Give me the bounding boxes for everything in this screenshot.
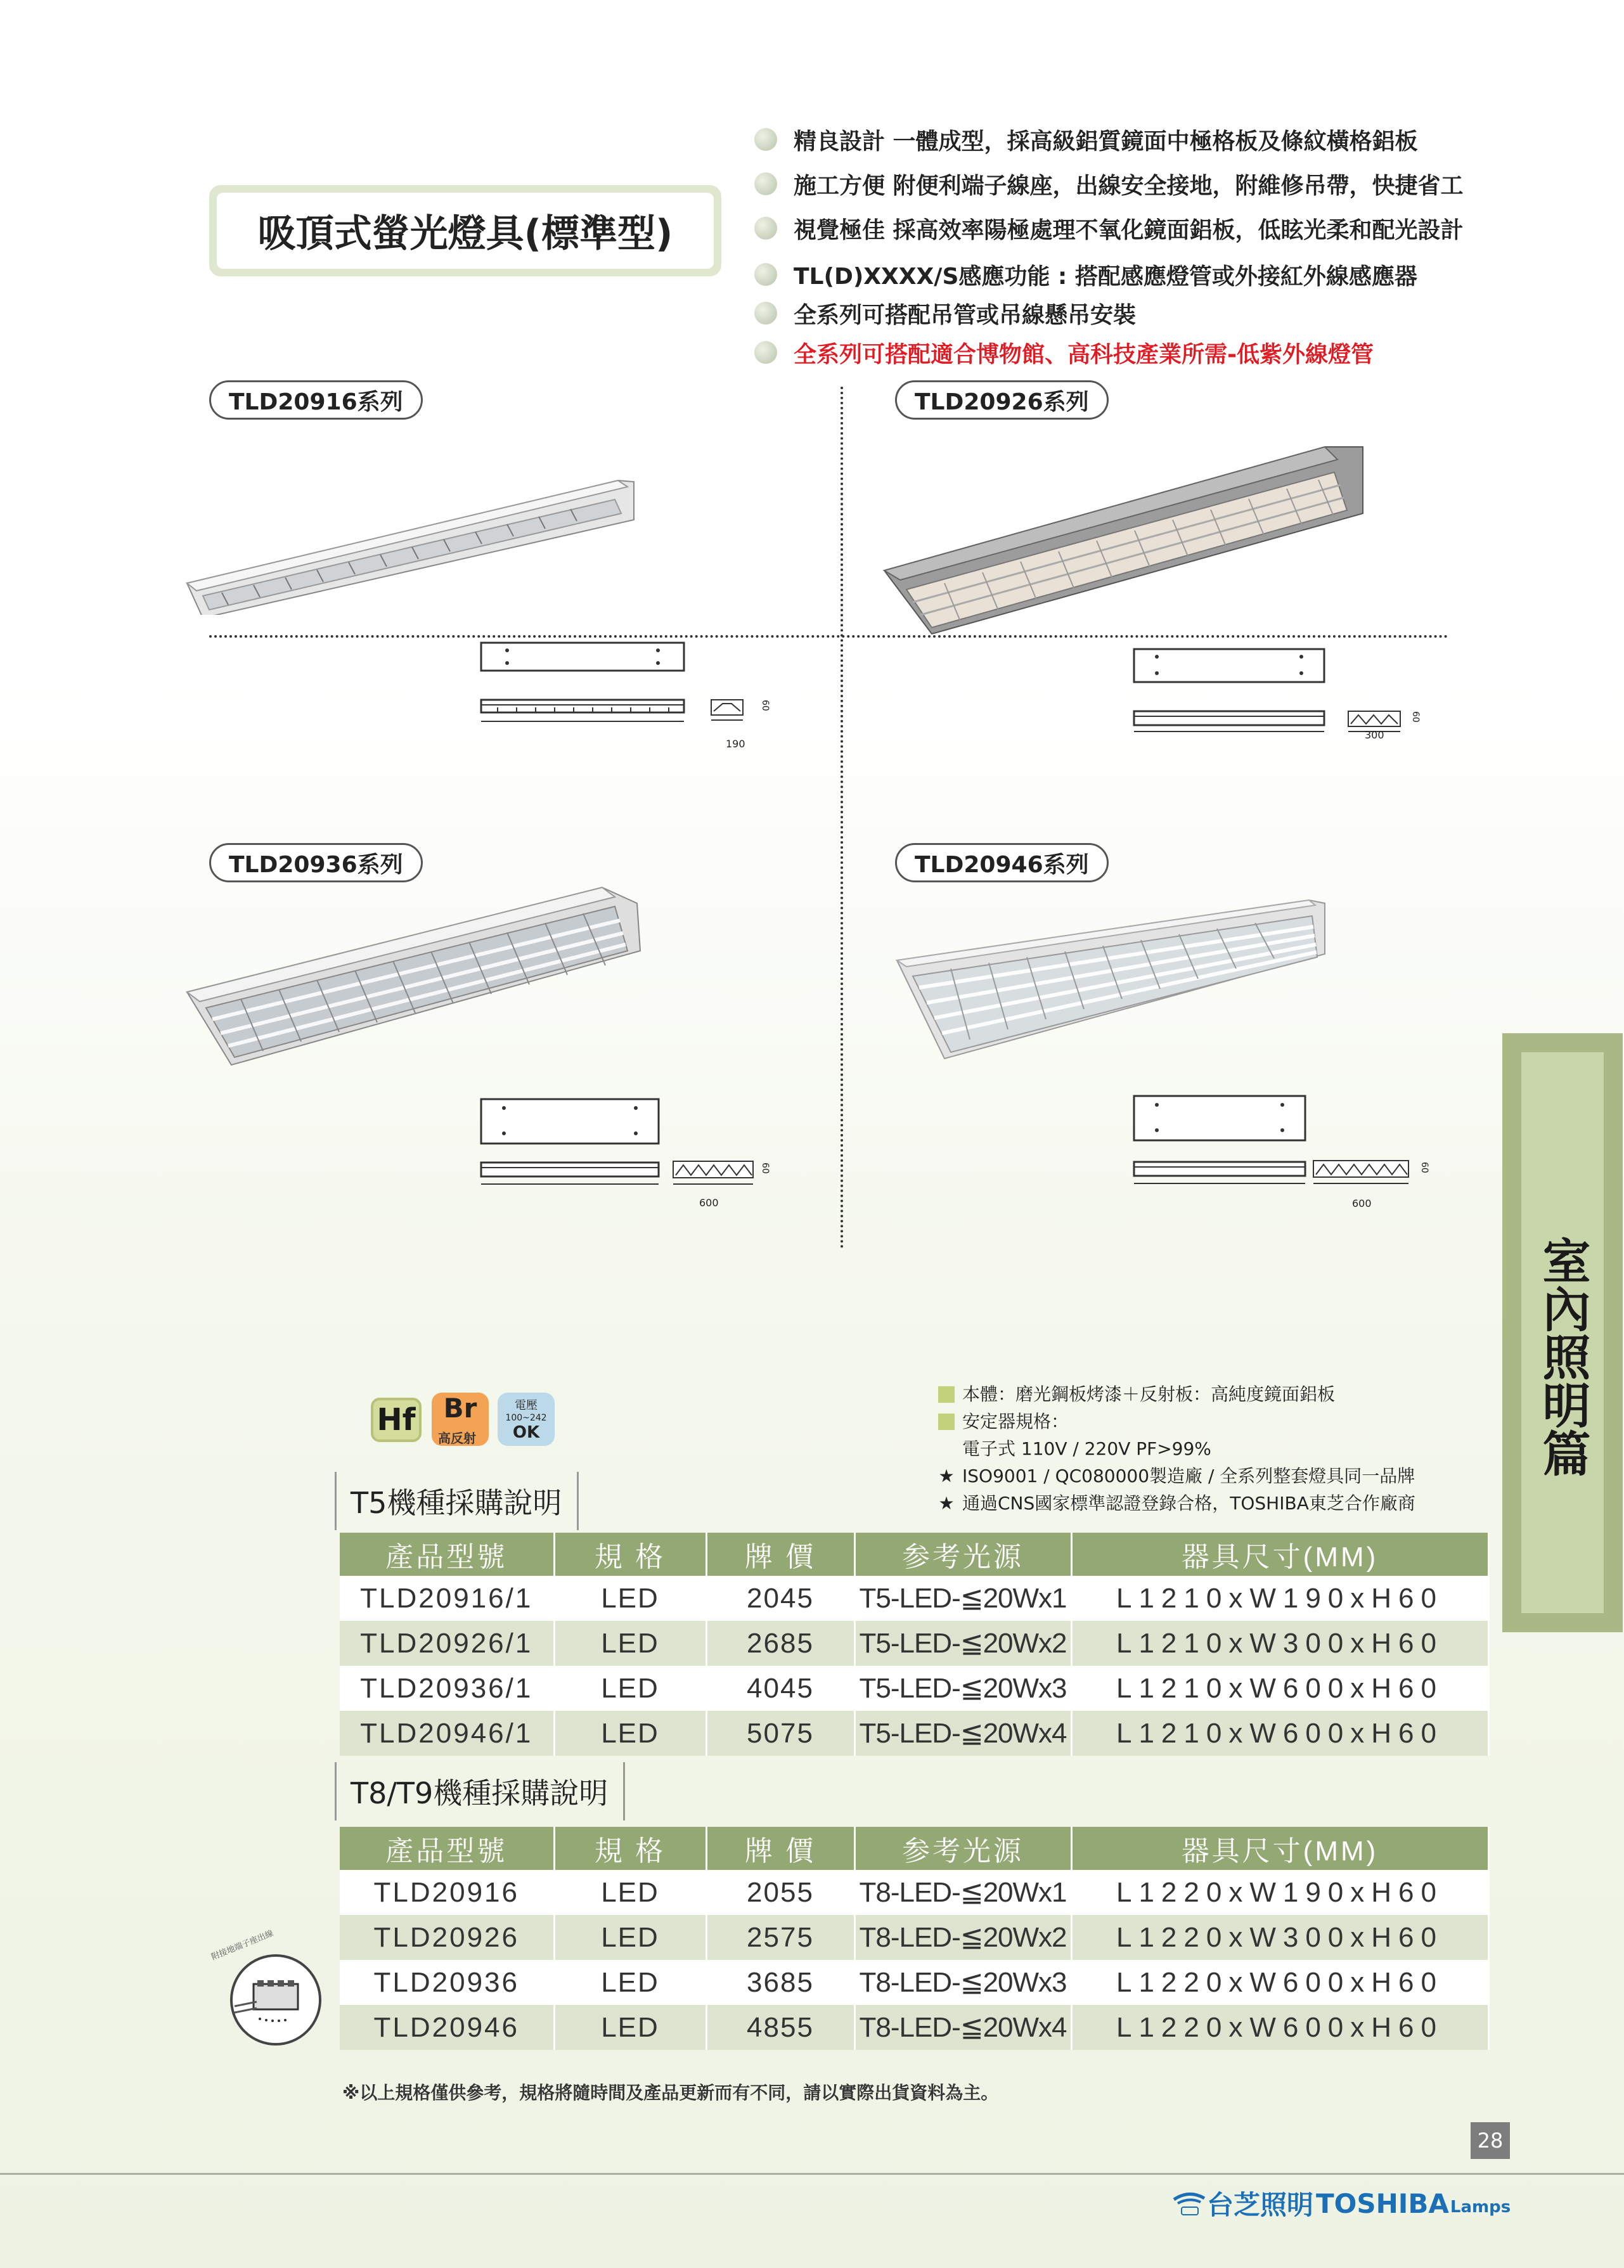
feature-item xyxy=(754,294,1136,332)
column-header: 器具尺寸(MM) xyxy=(1071,1533,1488,1576)
light-source-cell: T8-LED-≦20Wx4 xyxy=(854,2005,1071,2050)
column-header: 参考光源 xyxy=(854,1827,1071,1870)
feature-text: 全系列可搭配適合博物館、高科技產業所需-低紫外線燈管 xyxy=(794,341,1374,368)
price-cell: 5075 xyxy=(706,1711,854,1756)
star-icon: ★ xyxy=(938,1493,955,1514)
spec-cell: LED xyxy=(554,1915,706,1960)
light-source-cell: T5-LED-≦20Wx1 xyxy=(854,1576,1071,1621)
column-header: 產品型號 xyxy=(340,1533,554,1576)
spec-cell: LED xyxy=(554,2005,706,2050)
feature-item xyxy=(754,255,1417,293)
drawing-section xyxy=(672,1160,761,1192)
square-bullet-icon xyxy=(938,1414,955,1430)
lamp-logo-icon xyxy=(1171,2189,1207,2217)
width-dimension: 600 xyxy=(699,1197,719,1209)
light-source-cell: T8-LED-≦20Wx1 xyxy=(854,1870,1071,1915)
dimension-cell: L1210xW600xH60 xyxy=(1071,1666,1488,1711)
price-cell: 4855 xyxy=(706,2005,854,2050)
spec-cell: LED xyxy=(554,1621,706,1666)
width-dimension: 600 xyxy=(1352,1197,1372,1209)
t5-section-title: T5機種採購說明 xyxy=(335,1472,579,1530)
height-dimension: 60 xyxy=(1410,711,1421,723)
bullet-icon xyxy=(754,172,777,195)
technical-drawing-tld20946 xyxy=(1131,1093,1461,1214)
bullet-icon xyxy=(754,302,777,325)
feature-item xyxy=(754,165,1464,203)
vertical-divider xyxy=(841,387,843,1249)
bullet-icon xyxy=(754,128,777,151)
light-source-cell: T8-LED-≦20Wx3 xyxy=(854,1960,1071,2005)
drawing-plan-and-side xyxy=(479,641,688,749)
section-side-tab xyxy=(1502,1033,1623,1632)
spec-notes xyxy=(938,1381,1415,1517)
model-cell: TLD20926 xyxy=(340,1915,554,1960)
brand-name-zh: 台芝照明 xyxy=(1207,2189,1314,2220)
feature-text: 全系列可搭配吊管或吊線懸吊安裝 xyxy=(794,302,1137,328)
dimension-cell: L1210xW600xH60 xyxy=(1071,1711,1488,1756)
product-image-tld20926 xyxy=(881,444,1369,640)
spec-row xyxy=(938,1490,1415,1517)
voltage-badge-ok: OK xyxy=(512,1423,540,1442)
dimension-cell: L1220xW600xH60 xyxy=(1071,1960,1488,2005)
height-dimension: 60 xyxy=(760,1163,770,1174)
t8-price-table xyxy=(340,1827,1490,2050)
t5-price-table xyxy=(340,1533,1490,1756)
br-badge-sub: 高反射 xyxy=(438,1431,476,1446)
light-source-cell: T8-LED-≦20Wx2 xyxy=(854,1915,1071,1960)
column-header: 参考光源 xyxy=(854,1533,1071,1576)
br-badge-label: Br xyxy=(443,1393,477,1424)
spec-cell: LED xyxy=(554,1870,706,1915)
model-cell: TLD20936/1 xyxy=(340,1666,554,1711)
series-label-tld20936: TLD20936系列 xyxy=(209,843,423,882)
table-row xyxy=(340,1621,1488,1666)
width-dimension: 300 xyxy=(1365,729,1384,741)
table-row xyxy=(340,2005,1488,2050)
bullet-icon xyxy=(754,263,777,286)
table-row xyxy=(340,1711,1488,1756)
title-box xyxy=(209,185,721,276)
drawing-plan-and-side xyxy=(1131,1093,1315,1201)
spec-text: 通過CNS國家標準認證登錄合格，TOSHIBA東芝合作廠商 xyxy=(962,1493,1415,1514)
spec-text: ISO9001 / QC080000製造廠 / 全系列整套燈具同一品牌 xyxy=(962,1466,1415,1486)
footer-rule xyxy=(0,2173,1624,2175)
drawing-section xyxy=(1312,1159,1414,1191)
column-header: 器具尺寸(MM) xyxy=(1071,1827,1488,1870)
feature-text: 視覺極佳 採高效率陽極處理不氧化鏡面鋁板，低眩光柔和配光設計 xyxy=(794,217,1464,243)
drawing-section xyxy=(710,699,748,724)
table-row xyxy=(340,1960,1488,2005)
dimension-cell: L1210xW300xH60 xyxy=(1071,1621,1488,1666)
feature-text: TL(D)XXXX/S感應功能 : 搭配感應燈管或外接紅外線感應器 xyxy=(794,263,1417,290)
brand-logo xyxy=(1171,2184,1511,2222)
feature-text: 精良設計 一體成型，採高級鋁質鏡面中極格板及條紋橫格鋁板 xyxy=(794,128,1418,155)
table-row xyxy=(340,1666,1488,1711)
side-tab-inner xyxy=(1521,1052,1604,1613)
terminal-label: 附接地端子座出線 xyxy=(210,1928,275,1962)
voltage-badge-top: 電壓 xyxy=(515,1399,538,1412)
light-source-cell: T5-LED-≦20Wx2 xyxy=(854,1621,1071,1666)
spec-cell: LED xyxy=(554,1960,706,2005)
dimension-cell: L1220xW190xH60 xyxy=(1071,1870,1488,1915)
width-dimension: 190 xyxy=(726,738,745,750)
price-cell: 3685 xyxy=(706,1960,854,2005)
light-source-cell: T5-LED-≦20Wx3 xyxy=(854,1666,1071,1711)
side-tab-text: 室內照明篇 xyxy=(1535,1236,1591,1477)
spec-row xyxy=(938,1408,1415,1435)
height-dimension: 60 xyxy=(1419,1162,1429,1173)
dimension-cell: L1220xW600xH60 xyxy=(1071,2005,1488,2050)
technical-drawing-tld20916 xyxy=(479,641,783,749)
t8-section-title: T8/T9機種採購說明 xyxy=(335,1762,625,1820)
product-image-tld20946 xyxy=(894,894,1331,1065)
model-cell: TLD20946/1 xyxy=(340,1711,554,1756)
feature-item xyxy=(754,120,1418,158)
spec-cell: LED xyxy=(554,1576,706,1621)
spec-text: 電子式 110V / 220V PF>99% xyxy=(962,1438,1211,1459)
br-badge xyxy=(432,1393,489,1446)
product-image-tld20916 xyxy=(184,469,647,615)
column-header: 牌 價 xyxy=(706,1533,854,1576)
feature-item-highlight xyxy=(754,333,1374,371)
spec-cell: LED xyxy=(554,1711,706,1756)
page-number: 28 xyxy=(1471,2122,1510,2159)
footnote: ※以上規格僅供參考，規格將隨時間及產品更新而有不同，請以實際出貨資料為主。 xyxy=(342,2082,999,2103)
terminal-connector-inset xyxy=(203,1927,323,2047)
dimension-cell: L1220xW300xH60 xyxy=(1071,1915,1488,1960)
dimension-cell: L1210xW190xH60 xyxy=(1071,1576,1488,1621)
series-label-tld20916: TLD20916系列 xyxy=(209,380,423,420)
spec-cell: LED xyxy=(554,1666,706,1711)
hf-badge: Hf xyxy=(371,1398,422,1442)
price-cell: 2685 xyxy=(706,1621,854,1666)
star-icon: ★ xyxy=(938,1466,955,1486)
model-cell: TLD20916/1 xyxy=(340,1576,554,1621)
table-row xyxy=(340,1870,1488,1915)
spec-row xyxy=(938,1435,1415,1462)
voltage-badge-range: 100~242 xyxy=(505,1413,547,1423)
spec-text: 安定器規格： xyxy=(962,1411,1069,1432)
price-cell: 2055 xyxy=(706,1870,854,1915)
model-cell: TLD20916 xyxy=(340,1870,554,1915)
model-cell: TLD20946 xyxy=(340,2005,554,2050)
table-header-row xyxy=(340,1533,1488,1576)
height-dimension: 60 xyxy=(760,700,770,711)
technical-drawing-tld20936 xyxy=(479,1097,796,1217)
series-label-tld20946: TLD20946系列 xyxy=(895,843,1109,882)
bullet-icon xyxy=(754,217,777,240)
column-header: 牌 價 xyxy=(706,1827,854,1870)
certification-badges xyxy=(371,1391,561,1448)
brand-lamps: Lamps xyxy=(1450,2198,1511,2217)
feature-item xyxy=(754,209,1464,247)
square-bullet-icon xyxy=(938,1386,955,1403)
light-source-cell: T5-LED-≦20Wx4 xyxy=(854,1711,1071,1756)
model-cell: TLD20936 xyxy=(340,1960,554,2005)
page-title: 吸頂式螢光燈具(標準型) xyxy=(217,193,714,269)
feature-text: 施工方便 附便利端子線座，出線安全接地，附維修吊帶，快捷省工 xyxy=(794,172,1464,199)
spec-row xyxy=(938,1381,1415,1408)
table-row xyxy=(340,1915,1488,1960)
terminal-connector-illustration xyxy=(203,1927,323,2047)
bullet-icon xyxy=(754,341,777,364)
model-cell: TLD20926/1 xyxy=(340,1621,554,1666)
spec-row xyxy=(938,1462,1415,1490)
spec-text: 本體：磨光鋼板烤漆＋反射板：高純度鏡面鋁板 xyxy=(962,1384,1336,1405)
price-cell: 2575 xyxy=(706,1915,854,1960)
drawing-plan-and-side xyxy=(479,1097,662,1204)
drawing-plan-and-side xyxy=(1131,648,1328,749)
table-header-row xyxy=(340,1827,1488,1870)
brand-name-en: TOSHIBA xyxy=(1316,2187,1449,2219)
price-cell: 4045 xyxy=(706,1666,854,1711)
column-header: 產品型號 xyxy=(340,1827,554,1870)
voltage-badge xyxy=(498,1393,555,1446)
column-header: 規 格 xyxy=(554,1533,706,1576)
product-image-tld20936 xyxy=(184,881,653,1071)
table-row xyxy=(340,1576,1488,1621)
column-header: 規 格 xyxy=(554,1827,706,1870)
series-label-tld20926: TLD20926系列 xyxy=(895,380,1109,420)
technical-drawing-tld20926 xyxy=(1131,648,1461,749)
price-cell: 2045 xyxy=(706,1576,854,1621)
